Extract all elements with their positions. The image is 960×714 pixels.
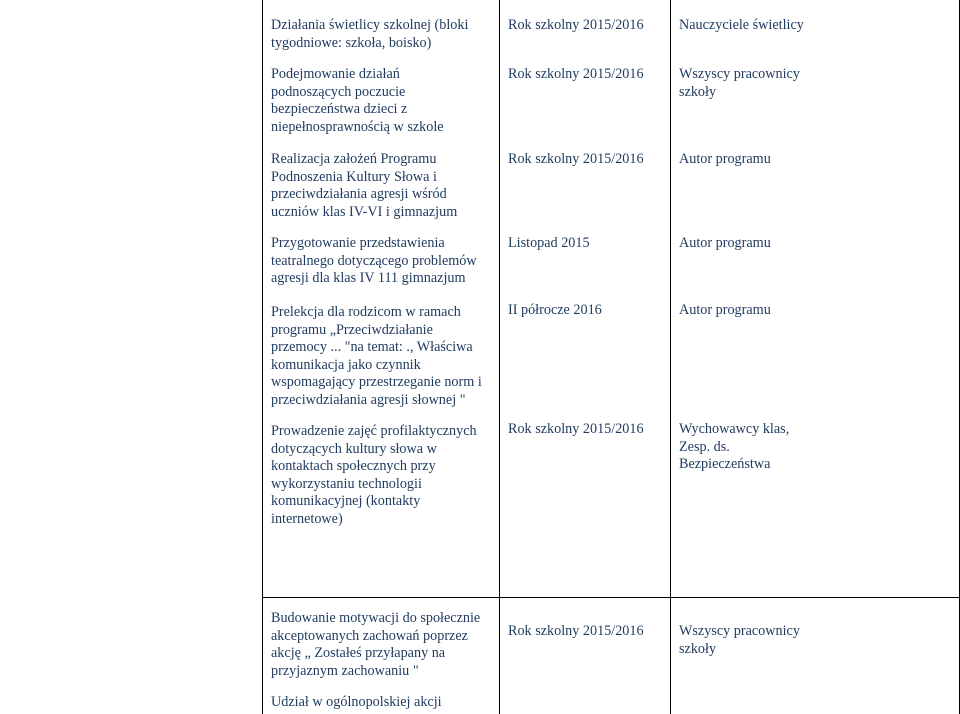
activity-cell: Podejmowanie działań podnoszących poczucie bezpieczeństwa dzieci z niepełnosprawnością w szkole [271, 66, 444, 135]
table-left-border [262, 0, 263, 714]
activity-cell: Prelekcja dla rodzicom w ramach programu „Przeciwdziałanie przemocy ... "na temat: ., Właściwa komunikacja jako czynnik wspomagający przestrzeganie norm i przeciwdziałania agresji słownej " [271, 304, 482, 408]
time-cell: II półrocze 2016 [508, 302, 602, 318]
activity-cell: Budowanie motywacji do społecznie akceptowanych zachowań poprzez akcję „ Zostałeś przyłapany na przyjaznym zachowaniu " [271, 610, 481, 679]
time-cell: Rok szkolny 2015/2016 [508, 623, 644, 639]
responsible-cell: Autor programu [679, 235, 771, 251]
activity-cell: Przygotowanie przedstawienia teatralnego dotyczącego problemów agresji dla klas IV 111 gimnazjum [271, 235, 477, 287]
responsible-cell: Autor programu [679, 302, 771, 318]
activity-column-divider [499, 0, 500, 714]
responsible-cell: Wszyscy pracownicy szkoły [679, 623, 800, 657]
responsible-cell: Wszyscy pracownicy szkoły [679, 66, 800, 100]
responsible-cell: Nauczyciele świetlicy [679, 17, 804, 33]
time-cell: Rok szkolny 2015/2016 [508, 17, 644, 33]
activity-cell: Udział w ogólnopolskiej akcji [271, 694, 442, 710]
responsible-cell: Autor programu [679, 151, 771, 167]
activity-cell: Działania świetlicy szkolnej (bloki tygodniowe: szkoła, boisko) [271, 17, 469, 51]
row-divider [262, 597, 960, 598]
activity-cell: Realizacja założeń Programu Podnoszenia Kultury Słowa i przeciwdziałania agresji wśród uczniów klas IV-VI i gimnazjum [271, 151, 458, 220]
time-cell: Listopad 2015 [508, 235, 590, 251]
time-cell: Rok szkolny 2015/2016 [508, 421, 644, 437]
activity-cell: Prowadzenie zajęć profilaktycznych dotyczących kultury słowa w kontaktach społecznych przy wykorzystaniu technologii komunikacyjnej (kontakty internetowe) [271, 423, 477, 527]
time-cell: Rok szkolny 2015/2016 [508, 151, 644, 167]
responsible-cell: Wychowawcy klas, Zesp. ds. Bezpieczeństwa [679, 421, 790, 473]
time-cell: Rok szkolny 2015/2016 [508, 66, 644, 82]
time-column-divider [670, 0, 671, 714]
